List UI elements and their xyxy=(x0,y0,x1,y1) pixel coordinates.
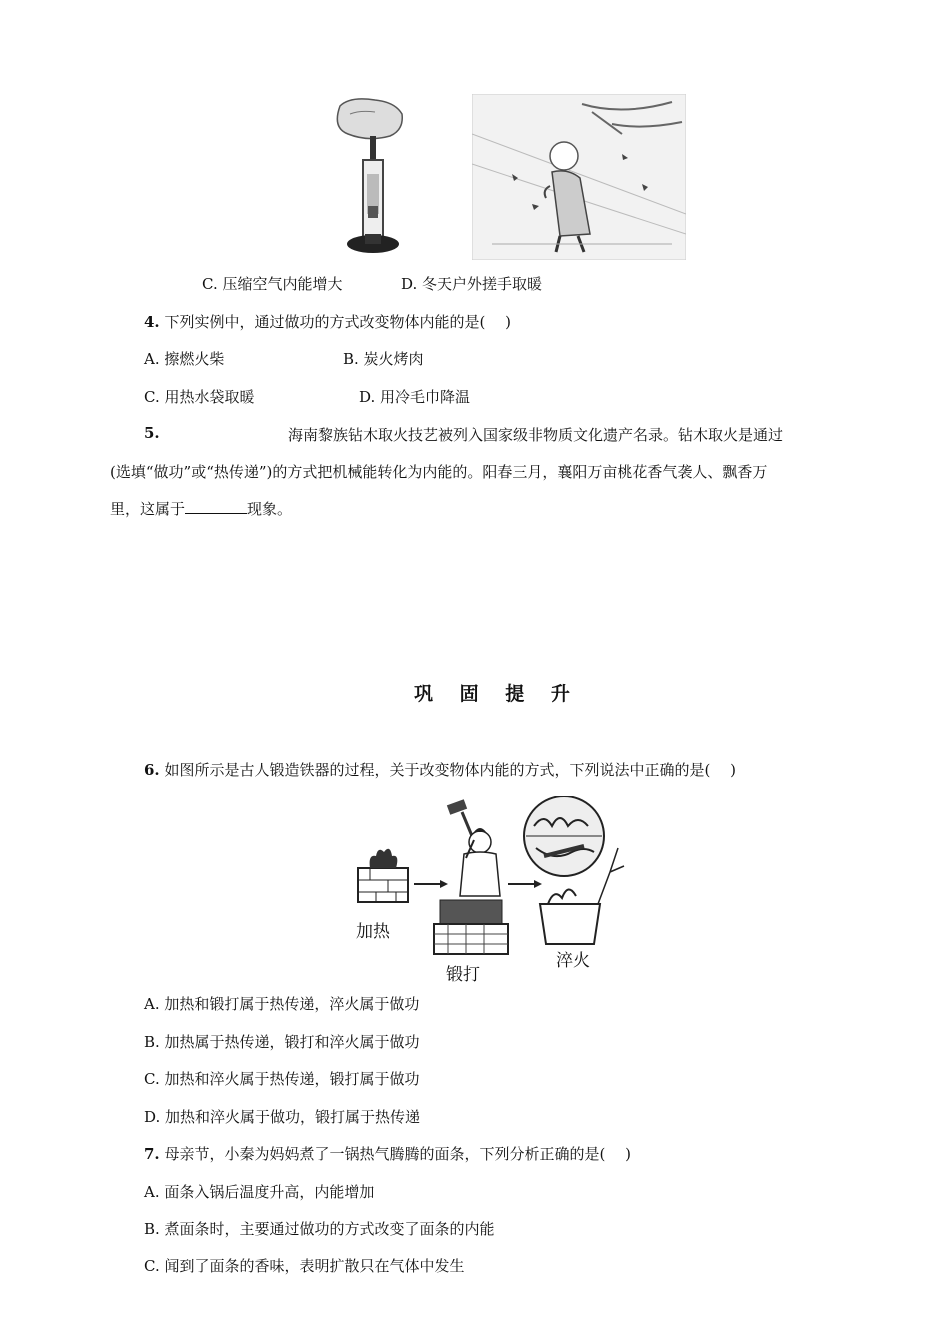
option-b: B. 炭火烤肉 xyxy=(343,350,424,368)
question-4 xyxy=(144,311,511,332)
figure-label-forge: 锻打 xyxy=(446,965,480,985)
option-a: A. 擦燃火柴 xyxy=(144,350,225,368)
question-5-line-1: 海南黎族钻木取火技艺被列入国家级非物质文化遗产名录。钻木取火是通过 xyxy=(288,426,784,444)
question-7 xyxy=(144,1143,631,1164)
question-6 xyxy=(144,759,736,780)
figure-label-quench: 淬火 xyxy=(556,951,590,971)
option-b: B. 加热属于热传递，锻打和淬火属于做功 xyxy=(144,1033,420,1051)
rubbing-hands-figure xyxy=(472,94,686,260)
option-a: A. 面条入锅后温度升高，内能增加 xyxy=(144,1183,375,1201)
question-stem: 下列实例中，通过做功的方式改变物体内能的是( ) xyxy=(164,313,511,331)
question-5-line-2: (选填“做功”或“热传递”)的方式把机械能转化为内能的。阳春三月，襄阳万亩桃花香气袭人、飘香万 xyxy=(110,463,768,481)
forging-process-figure xyxy=(348,796,638,984)
option-c: C. 用热水袋取暖 xyxy=(144,388,255,406)
section-title: 巩 固 提 升 xyxy=(414,683,580,705)
option-d-caption: D. 冬天户外搓手取暖 xyxy=(401,275,543,293)
line-text: 里，这属于 xyxy=(110,500,186,518)
answer-blank[interactable] xyxy=(185,499,247,514)
option-c-caption: C. 压缩空气内能增大 xyxy=(202,275,343,293)
question-stem: 母亲节，小秦为妈妈煮了一锅热气腾腾的面条，下列分析正确的是( ) xyxy=(164,1145,631,1163)
option-d: D. 用冷毛巾降温 xyxy=(359,388,471,406)
line-text: 现象。 xyxy=(247,500,293,518)
question-number: 4. xyxy=(144,313,160,331)
question-number: 5. xyxy=(144,424,160,442)
question-5-line-3 xyxy=(110,498,292,519)
option-a: A. 加热和锻打属于热传递，淬火属于做功 xyxy=(144,995,420,1013)
option-b: B. 煮面条时，主要通过做功的方式改变了面条的内能 xyxy=(144,1220,495,1238)
question-stem: 如图所示是古人锻造铁器的过程，关于改变物体内能的方式，下列说法中正确的是( ) xyxy=(164,761,736,779)
figure-label-heat: 加热 xyxy=(356,922,390,942)
question-5-number xyxy=(144,424,160,442)
air-pump-figure xyxy=(320,94,420,260)
option-d: D. 加热和淬火属于做功，锻打属于热传递 xyxy=(144,1108,421,1126)
option-c: C. 加热和淬火属于热传递，锻打属于做功 xyxy=(144,1070,420,1088)
option-c: C. 闻到了面条的香味，表明扩散只在气体中发生 xyxy=(144,1257,465,1275)
question-number: 7. xyxy=(144,1145,160,1163)
question-number: 6. xyxy=(144,761,160,779)
